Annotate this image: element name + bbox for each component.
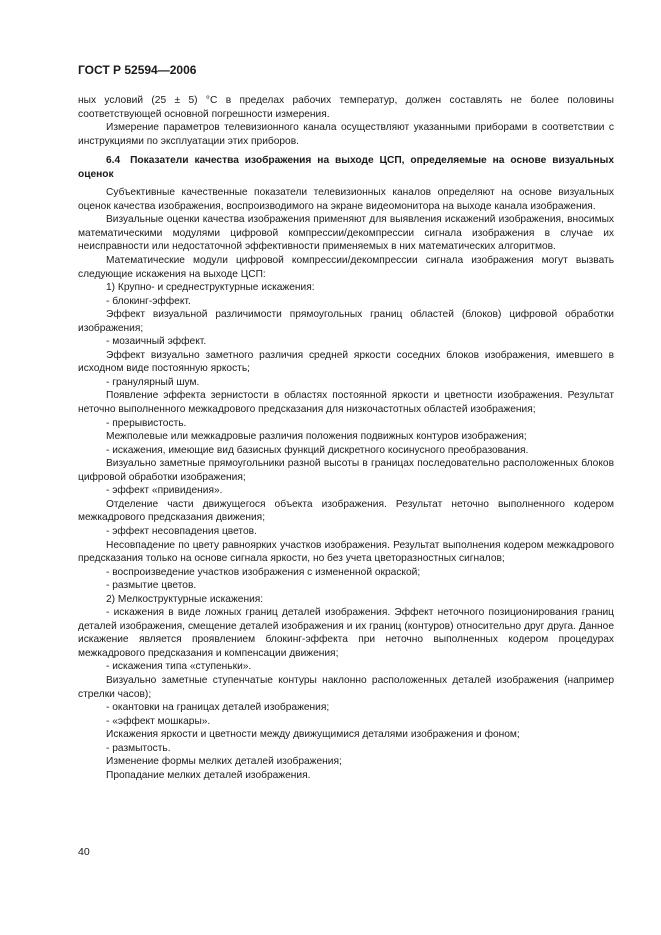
list-item: - искажения, имеющие вид базисных функций дискретного косинусного преобразования. [106,444,529,456]
section-number: 6.4 [106,155,121,167]
list-item: - прерывистость. [106,417,187,429]
paragraph: Эффект визуально заметного различия средней яркости соседних блоков изображения, имевшего в исходном виде постоянную яркость; [78,349,614,375]
list-item: - воспроизведение участков изображения с измененной окраской; [106,566,421,578]
list-item: 1) Крупно- и среднеструктурные искажения: [106,282,315,294]
paragraph: Изменение формы мелких деталей изображения; [106,756,342,768]
list-item: - «эффект мошкары». [106,715,211,727]
paragraph: Несовпадение по цвету равнояркиx участков изображения. Результат выполнения кодером межкадрового предсказания только на основе сигнала яркости, но без учета цветоразностных сигналов; [78,539,614,565]
list-item: - размытость. [106,742,171,754]
list-item: - эффект «привидения». [106,485,223,497]
list-item: - гранулярный шум. [106,376,200,388]
list-item: - размытие цветов. [106,580,197,592]
page-number: 40 [78,846,90,858]
paragraph: Отделение части движущегося объекта изображения. Результат неточно выполненного кодером межкадрового предсказания движения; [78,498,614,524]
paragraph: Эффект визуальной различимости прямоугольных границ областей (блоков) цифровой обработки изображения; [78,309,614,334]
paragraph: Визуально заметные ступенчатые контуры наклонно расположенных деталей изображения (например стрелки часов); [78,674,614,700]
page-body [78,94,614,782]
paragraph: Искажения яркости и цветности между движущимися деталями изображения и фоном; [106,729,520,741]
paragraph: Межполевые или межкадровые различия положения подвижных контуров изображения; [106,431,527,443]
list-item: - искажения в виде ложных границ деталей изображения. Эффект неточного позиционирования границ деталей изображения, смещение деталей изображения и их границ (контуров) относительно друг друга. Данное искажение является проявлением блокинг-эффекта при неточно выполненных кодером процедурах межкадрового предсказания и компенсации движения; [78,607,614,659]
list-item: - блокинг-эффект. [106,295,191,307]
section-title: Показатели качества изображения на выходе ЦСП, определяемые на основе визуальных оценок [78,155,614,180]
paragraph: Визуальные оценки качества изображения применяют для выявления искажений изображения, вносимых математическими модулями цифровой компрессии/декомпрессии сигнала изображения в случае их неисправности или недостаточной эффективности применяемых в них математических алгоритмов. [78,214,614,253]
list-item: 2) Мелкоструктурные искажения: [106,593,264,605]
list-item: - искажения типа «ступеньки». [106,661,252,673]
list-item: - мозаичный эффект. [106,336,207,348]
paragraph: Пропадание мелких деталей изображения. [106,769,311,781]
paragraph: Визуально заметные прямоугольники разной высоты в границах последовательно расположенных блоков цифровой обработки изображения; [78,458,614,483]
paragraph: Измерение параметров телевизионного канала осуществляют указанными приборами в соответствии с инструкциями по эксплуатации этих приборов. [78,122,614,147]
list-item: - эффект несовпадения цветов. [106,525,257,537]
paragraph: Появление эффекта зернистости в областях постоянной яркости и цветности изображения. Результат неточно выполненного межкадрового предсказания для низкочастотных областей изображения; [78,390,614,416]
list-item: - окантовки на границах деталей изображения; [106,702,330,714]
paragraph: Математические модули цифровой компрессии/декомпрессии сигнала изображения могут вызвать следующие искажения на выходе ЦСП: [78,255,614,280]
paragraph: Субъективные качественные показатели телевизионных каналов определяют на основе визуальных оценок качества изображения, воспроизводимого на экране видеомонитора на выходе канала изображения. [78,187,614,212]
document-header: ГОСТ Р 52594—2006 [78,63,197,77]
paragraph: ных условий (25 ± 5) °С в пределах рабочих температур, должен составлять не более половины соответствующей основной погрешности измерения. [78,95,614,120]
section-heading [78,154,614,181]
